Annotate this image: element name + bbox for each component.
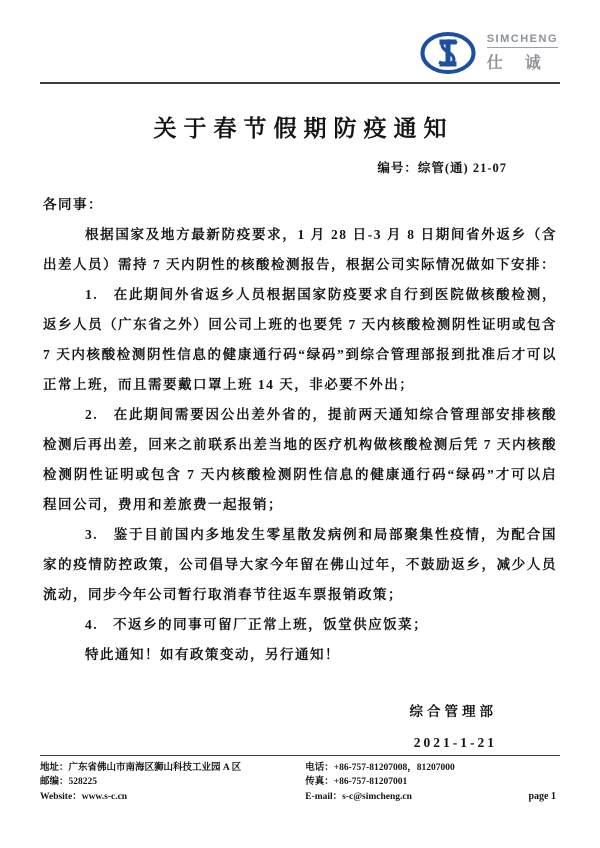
brand-name-en: SIMCHENG (487, 33, 558, 48)
footer-left-column (40, 761, 305, 805)
paragraph-item-4: 4. 不返乡的同事可留厂正常上班，饭堂供应饭菜； (85, 617, 429, 632)
page-title: 关于春节假期防疫通知 (153, 116, 454, 141)
signature-date: 2021-1-21 (413, 735, 497, 750)
page-footer (40, 755, 560, 805)
signature-block (43, 696, 557, 758)
footer-phone-label: 电话： (305, 762, 334, 773)
footer-phone (305, 761, 560, 776)
footer-email (305, 790, 560, 805)
footer-address-value: 广东省佛山市南海区狮山科技工业园 A 区 (68, 762, 242, 773)
footer-website (40, 790, 305, 805)
footer-zip-value: 528225 (68, 777, 98, 787)
paragraph-item-3: 3. 鉴于目前国内多地发生零星散发病例和局部聚集性疫情，为配合国家的疫情防控政策，公司倡导大家今年留在佛山过年，不鼓励返乡，减少人员流动，同步今年公司暂行取消春节往返车票报销政策； (43, 527, 557, 602)
footer-fax-label: 传真： (305, 777, 334, 787)
header-divider (40, 82, 560, 84)
footer-website-label: Website： (40, 791, 82, 802)
footer-email-label: E-mail： (305, 791, 343, 802)
signature-department: 综合管理部 (409, 704, 497, 719)
brand-text (487, 33, 558, 73)
doc-number: 编号：综管(通) 21-07 (377, 161, 507, 175)
page-number: page 1 (528, 790, 556, 802)
footer-website-value: www.s-c.cn (81, 791, 128, 802)
brand-name-cn: 仕 诚 (486, 55, 550, 72)
company-logo (420, 30, 558, 76)
paragraph-item-2: 2. 在此期间需要因公出差外省的，提前两天通知综合管理部安排核酸检测后再出差，回来之前联系出差当地的医疗机构做核酸检测后凭 7 天内核酸检测阴性证明或包含 7 天内核酸检测阴性信息的健康通行码“绿码”才可以启程回公司，费用和差旅费一起报销； (43, 407, 557, 512)
logo-mark-icon (420, 30, 478, 76)
salutation: 各同事： (43, 197, 103, 212)
footer-right-column (305, 761, 560, 805)
footer-fax (305, 775, 560, 790)
paragraph-item-1: 1. 在此期间外省返乡人员根据国家防疫要求自行到医院做核酸检测，返乡人员（广东省之外）回公司上班的也要凭 7 天内核酸检测阴性证明或包含 7 天内核酸检测阴性信息的健康通行码“绿码”到综合管理部报到批准后才可以正常上班，而且需要戴口罩上班 14 天，非必要不外出； (43, 287, 557, 392)
paragraph-intro: 根据国家及地方最新防疫要求，1 月 28 日-3 月 8 日期间省外返乡（含出差人员）需持 7 天内阴性的核酸检测报告，根据公司实际情况做如下安排： (43, 227, 557, 272)
footer-email-value: s-c@simcheng.cn (342, 791, 412, 802)
letterhead (0, 0, 600, 82)
paragraph-closing: 特此通知！如有政策变动，另行通知！ (85, 647, 340, 662)
footer-address-label: 地址： (40, 762, 69, 773)
footer-zip-label: 邮编： (40, 777, 69, 787)
notice-body (0, 110, 600, 758)
footer-fax-value: +86-757-81207001 (333, 777, 408, 787)
footer-zip (40, 775, 305, 790)
footer-phone-value: +86-757-81207008，81207000 (333, 762, 455, 773)
footer-address (40, 761, 305, 776)
